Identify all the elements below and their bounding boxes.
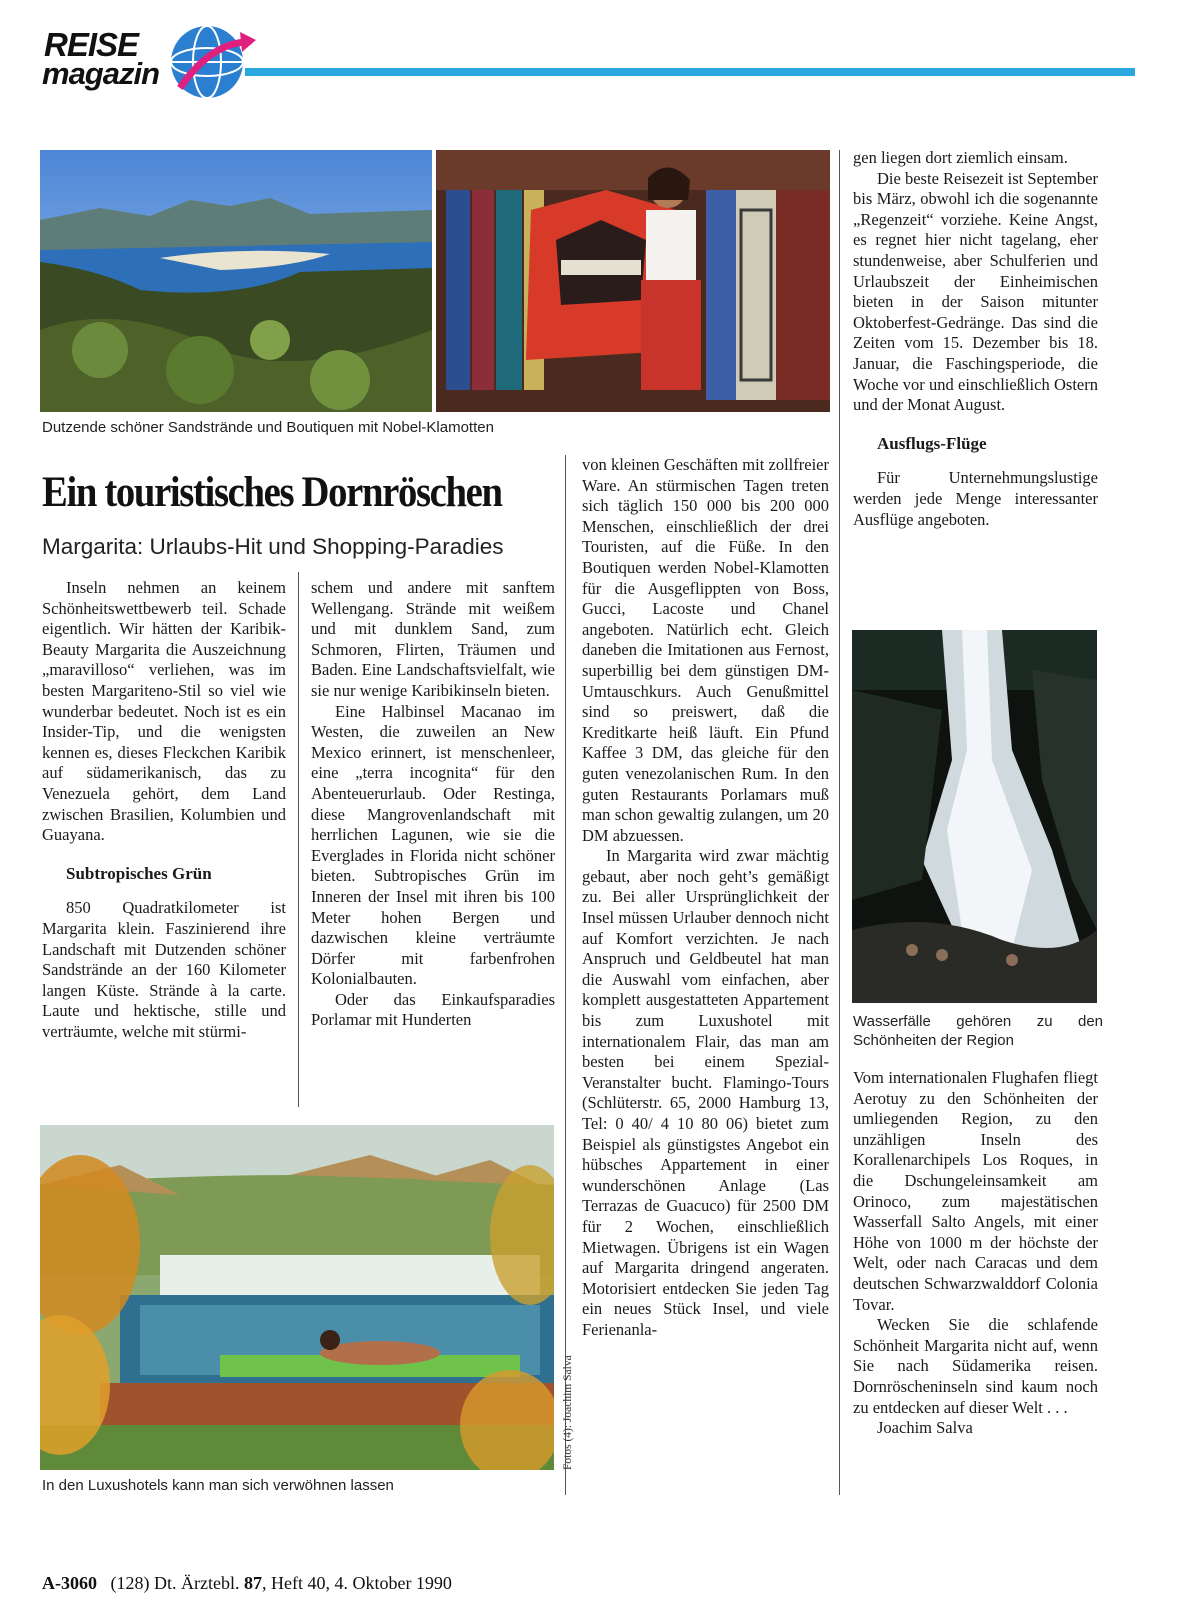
beach-photo [40, 150, 432, 412]
column-rule [839, 150, 840, 1495]
article-column-2 [311, 578, 555, 1031]
issue-prefix: (128) Dt. Ärztebl. [110, 1573, 240, 1593]
header-rule [245, 68, 1135, 76]
logo-reise: REISE [44, 26, 139, 63]
boutique-photo [436, 150, 830, 412]
paragraph: Eine Halbinsel Macanao im Westen, die zuweilen an New Mexico erinnert, ist menschenleer, eine „terra incognita“ für den Abenteuerurlaub. Oder Restinga, diese Mangrovenlandschaft mit herrlichen Lagunen, wie sie die Everglades in Florida nicht schöner bieten. Subtropisches Grün im Inneren der Insel mit ihren bis 100 Meter hohen Bergen und dazwischen kleine verträumte Dörfer mit farbenfrohen Kolonialbauten. [311, 701, 555, 989]
article-column-1 [42, 578, 286, 1042]
paragraph: Die beste Reisezeit ist September bis März, obwohl ich die sogenannte „Regenzeit“ vorziehe. Keine Angst, es regnet hier nicht tagelang, eher stundenweise, aber Schulferien und Urlaubszeit der Einheimischen bieten in der Saison mitunter Oktoberfest-Gedränge. Das sind die Zeiten vom 15. Dezember bis 18. Januar, die Faschingsperiode, die Woche vor und einschließlich Ostern und der Monat August. [853, 168, 1098, 415]
article-column-4-bottom [853, 1068, 1098, 1439]
paragraph: gen liegen dort ziemlich einsam. [853, 148, 1068, 167]
subheadline: Margarita: Urlaubs-Hit und Shopping-Paradies [42, 534, 504, 559]
headline: Ein touristisches Dornröschen [42, 469, 502, 516]
paragraph: In Margarita wird zwar mächtig gebaut, aber noch geht’s gemäßigt zu. Bei aller Ursprünglichkeit der Insel müssen Urlauber dennoch nicht auf Komfort verzichten. Je nach Anspruch und Geldbeutel hat man die Auswahl vom einfachen, aber komplett ausgestatteten Appartement bis zum Luxushotel mit internationalem Flair, das man am besten bei einem Spezial-Veranstalter bucht. Flamingo-Tours (Schlüterstr. 65, 2000 Hamburg 13, Tel: 0 40/ 4 10 80 06) bietet zum Beispiel als günstigstes Angebot ein hübsches Appartement in einer wunderschönen Anlage (Las Terrazas de Guacuco) für 2500 DM für 2 Wochen, einschließlich Mietwagen. Übrigens ist ein Wagen auf Margarita dringend angeraten. Motorisiert entdecken Sie jeden Tag ein neues Stück Insel, und viele Ferienanla- [582, 846, 829, 1339]
column-rule [565, 455, 566, 1495]
hotel-photo-caption: In den Luxushotels kann man sich verwöhnen lassen [42, 1477, 394, 1494]
paragraph: schem und andere mit sanftem Wellengang. Strände mit weißem und mit dunklem Sand, zum Schmoren, Flirten, Träumen und Baden. Eine Landschaftsvielfalt, wie sie nur wenige Karibikinseln bieten. [311, 578, 555, 700]
paragraph: von kleinen Geschäften mit zollfreier Ware. An stürmischen Tagen treten sich täglich 150 000 bis 200 000 Menschen, einschließlich der drei Touristen, auf die Füße. In den Boutiquen werden Nobel-Klamotten für die Ausgeflippten von Boss, Gucci, Lacoste und Chanel angeboten. Natürlich echt. Gleich daneben die Imitationen aus Fernost, superbillig bei dem günstigen DM-Umtauschkurs. Auch Genußmittel sind so preiswert, daß die Kreditkarte heiß läuft. Ein Pfund Kaffee 3 DM, das gleiche für den guten venezolanischen Rum. In den guten Restaurants Porlamars muß man schon gewaltig zulangen, um 20 DM abzuessen. [582, 455, 829, 845]
section-heading: Subtropisches Grün [66, 863, 212, 883]
top-photos-caption: Dutzende schöner Sandstrände und Boutiquen mit Nobel-Klamotten [42, 419, 494, 436]
volume-number: 87 [243, 1573, 262, 1593]
logo-magazin: magazin [42, 56, 160, 91]
paragraph: Inseln nehmen an keinem Schönheitswettbewerb teil. Schade eigentlich. Wir hätten der Karibik-Beauty Margarita die Auszeichnung „maravilloso“ verliehen, was im besten Margariteno-Stil so viel wie wunderbar bedeutet. Noch ist es ein Insider-Tip, und die wenigsten kennen es, dieses Fleckchen Karibik auf südamerikanisch, das zu Venezuela gehört, dem Land zwischen Brasilien, Kolumbien und Guayana. [42, 578, 286, 845]
waterfall-photo [852, 630, 1097, 1003]
waterfall-caption: Wasserfälle gehören zu den Schönheiten der Region [853, 1013, 1103, 1049]
paragraph: 850 Quadratkilometer ist Margarita klein. Faszinierend ihre Landschaft mit Dutzenden schöner Sandstrände an der 160 Kilometer langen Küste. Strände à la carte. Laute und hektische, stille und verträumte, welche mit stürmi- [42, 898, 286, 1041]
paragraph: Für Unternehmungslustige werden jede Menge interessanter Ausflüge angeboten. [853, 468, 1098, 529]
hotel-pool-photo [40, 1125, 554, 1470]
paragraph: Wecken Sie die schlafende Schönheit Margarita nicht auf, wenn Sie nach Südamerika reisen. Dornröscheninseln sind kaum noch zu entdecken auf dieser Welt . . . [853, 1315, 1098, 1417]
section-heading: Ausflugs-Flüge [877, 433, 987, 453]
paragraph: Vom internationalen Flughafen fliegt Aerotuy zu den Schönheiten der umliegenden Region, zu den unzähligen Inseln des Korallenarchipels Los Roques, in die Dschungeleinsamkeit am Orinoco, zum majestätischen Wasserfall Salto Angels, mit einer Höhe von 1000 m der höchste der Welt, oder nach Caracas und dem deutschen Schwarzwalddorf Colonia Tovar. [853, 1068, 1098, 1314]
page-footer [42, 1573, 452, 1594]
page-number: A-3060 [42, 1573, 97, 1593]
issue-suffix: , Heft 40, 4. Oktober 1990 [261, 1573, 452, 1593]
photo-credit: Fotos (4): Joachim Salva [562, 1355, 574, 1470]
paragraph: Oder das Einkaufsparadies Porlamar mit Hunderten [311, 989, 555, 1030]
author-byline: Joachim Salva [877, 1418, 973, 1438]
article-column-3 [582, 455, 829, 1341]
column-rule [298, 572, 299, 1107]
article-column-4-top [853, 148, 1098, 530]
